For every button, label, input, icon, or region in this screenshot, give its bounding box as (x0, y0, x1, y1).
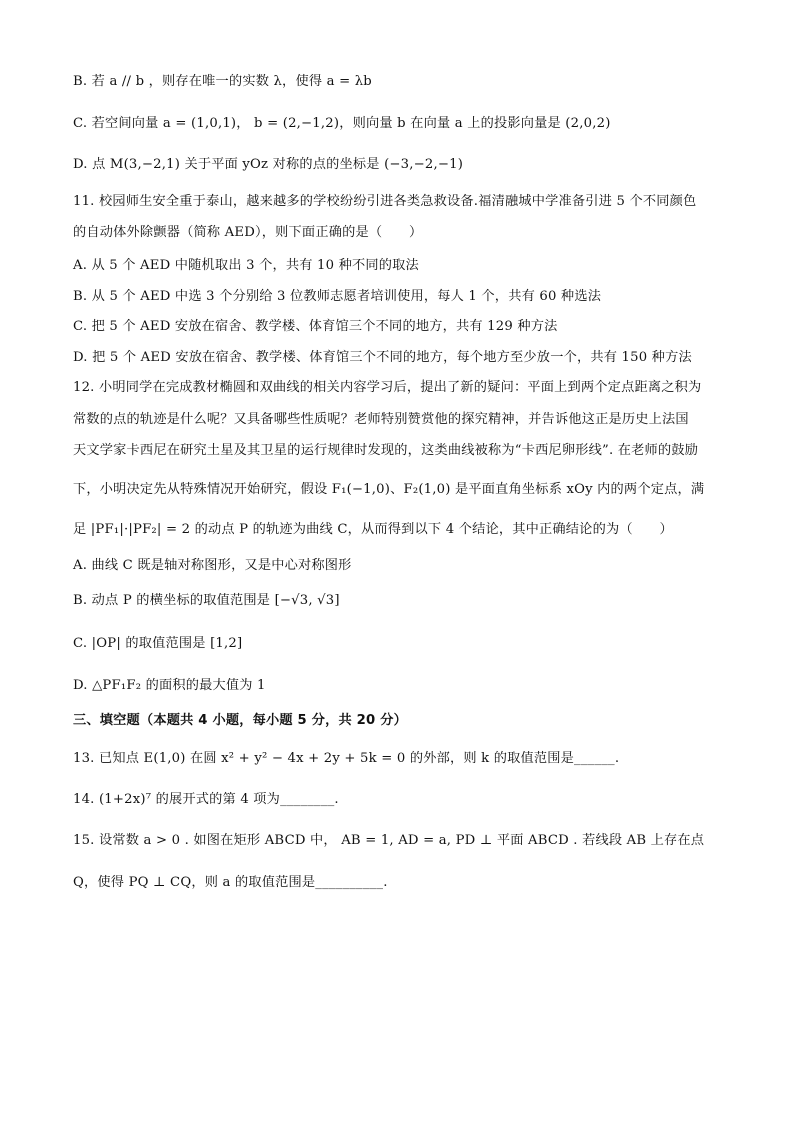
question-12-stem-4: 下，小明决定先从特殊情况开始研究，假设 F₁(−1,0)、F₂(1,0) 是平面直角坐标系 xOy 内的两个定点，满 (73, 482, 705, 497)
section-heading-fill-in: 三、填空题（本题共 4 小题，每小题 5 分，共 20 分） (73, 713, 407, 728)
question-11-stem-2: 的自动体外除颤器（简称 AED），则下面正确的是（ ） (73, 225, 423, 240)
option-10d: D. 点 M(3,−2,1) 关于平面 yOz 对称的点的坐标是 (−3,−2,−1) (73, 157, 464, 172)
question-12-stem-2: 常数的点的轨迹是什么呢？又具备哪些性质呢？老师特别赞赏他的探究精神，并告诉他这正是历史上法国 (73, 412, 689, 427)
option-10c: C. 若空间向量 a = (1,0,1)， b = (2,−1,2)，则向量 b 在向量 a 上的投影向量是 (2,0,2) (73, 116, 611, 131)
option-11a: A. 从 5 个 AED 中随机取出 3 个，共有 10 种不同的取法 (73, 258, 419, 273)
question-12-stem-5: 足 |PF₁|·|PF₂| = 2 的动点 P 的轨迹为曲线 C，从而得到以下 4 个结论，其中正确结论的为（ ） (73, 522, 673, 537)
option-12c: C. |OP| 的取值范围是 [1,2] (73, 636, 243, 651)
option-10b: B. 若 a // b ，则存在唯一的实数 λ，使得 a = λb (73, 74, 372, 89)
question-15-line-1: 15. 设常数 a > 0 . 如图在矩形 ABCD 中， AB = 1, AD = a, PD ⊥ 平面 ABCD . 若线段 AB 上存在点 (73, 833, 705, 848)
option-12d: D. △PF₁F₂ 的面积的最大值为 1 (73, 678, 266, 693)
option-11c: C. 把 5 个 AED 安放在宿舍、教学楼、体育馆三个不同的地方，共有 129 种方法 (73, 319, 558, 334)
question-13: 13. 已知点 E(1,0) 在圆 x² + y² − 4x + 2y + 5k = 0 的外部，则 k 的取值范围是______. (73, 751, 620, 766)
option-12b: B. 动点 P 的横坐标的取值范围是 [−√3, √3] (73, 593, 340, 608)
question-15-line-2: Q，使得 PQ ⊥ CQ，则 a 的取值范围是__________. (73, 875, 388, 890)
option-11d: D. 把 5 个 AED 安放在宿舍、教学楼、体育馆三个不同的地方，每个地方至少放一个，共有 150 种方法 (73, 350, 692, 365)
option-11b: B. 从 5 个 AED 中选 3 个分别给 3 位教师志愿者培训使用，每人 1 个，共有 60 种选法 (73, 289, 602, 304)
question-14: 14. (1+2x)⁷ 的展开式的第 4 项为________. (73, 792, 339, 807)
option-12a: A. 曲线 C 既是轴对称图形，又是中心对称图形 (73, 558, 352, 573)
question-12-stem-1: 12. 小明同学在完成教材椭圆和双曲线的相关内容学习后，提出了新的疑问：平面上到两个定点距离之积为 (73, 380, 702, 395)
question-11-stem-1: 11. 校园师生安全重于泰山，越来越多的学校纷纷引进各类急救设备.福清融城中学准备引进 5 个不同颜色 (73, 194, 697, 209)
question-12-stem-3: 天文学家卡西尼在研究土星及其卫星的运行规律时发现的，这类曲线被称为“卡西尼卵形线”. 在老师的鼓励 (73, 443, 699, 458)
